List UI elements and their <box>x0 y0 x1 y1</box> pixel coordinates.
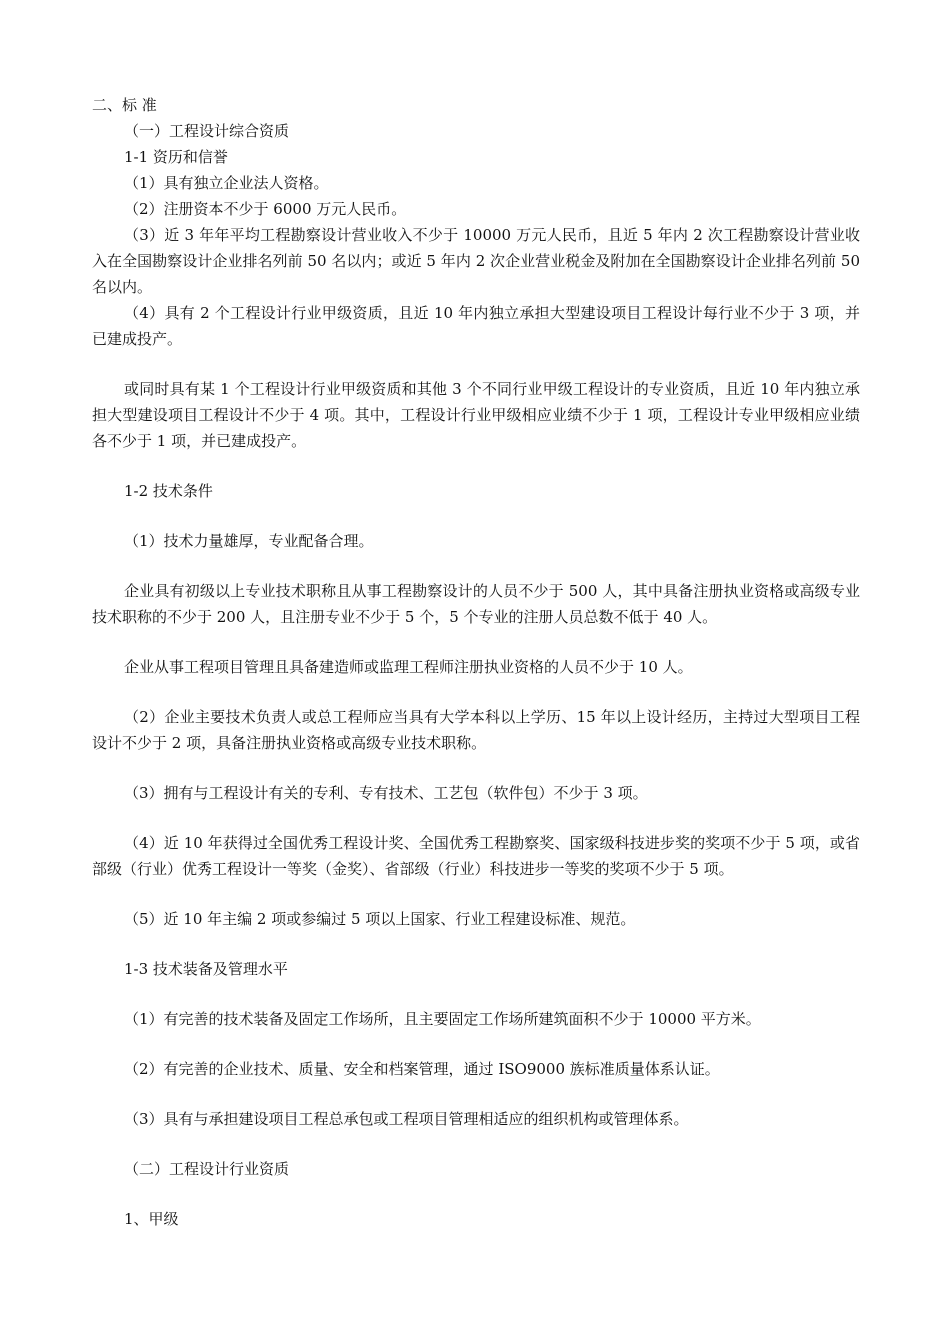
clause-item: （2）企业主要技术负责人或总工程师应当具有大学本科以上学历、15 年以上设计经历，主持过大型项目工程设计不少于 2 项，具备注册执业资格或高级专业技术职称。 <box>92 708 860 752</box>
clause-item: （1）具有独立企业法人资格。 <box>124 174 329 192</box>
paragraph-gap <box>92 982 860 1006</box>
body-paragraph: 企业具有初级以上专业技术职称且从事工程勘察设计的人员不少于 500 人，其中具备注册执业资格或高级专业技术职称的不少于 200 人，且注册专业不少于 5 个，5 个专业的注册人员总数不低于 40 人。 <box>92 582 860 626</box>
paragraph-gap <box>92 454 860 478</box>
clause-heading-1-2: 1-2 技术条件 <box>124 482 213 500</box>
subsection-heading-industry: （二）工程设计行业资质 <box>124 1160 290 1178</box>
body-paragraph: 企业从事工程项目管理且具备建造师或监理工程师注册执业资格的人员不少于 10 人。 <box>124 658 693 676</box>
paragraph-gap <box>92 932 860 956</box>
body-paragraph: 或同时具有某 1 个工程设计行业甲级资质和其他 3 个不同行业甲级工程设计的专业资质，且近 10 年内独立承担大型建设项目工程设计不少于 4 项。其中，工程设计行业甲级相应业绩不少于 1 项，工程设计专业甲级相应业绩各不少于 1 项，并已建成投产。 <box>92 380 860 450</box>
clause-heading-1-1: 1-1 资历和信誉 <box>124 148 228 166</box>
paragraph-gap <box>92 882 860 906</box>
clause-item: （2）有完善的企业技术、质量、安全和档案管理，通过 ISO9000 族标准质量体系认证。 <box>124 1060 720 1078</box>
paragraph-gap <box>92 756 860 780</box>
clause-heading-1-3: 1-3 技术装备及管理水平 <box>124 960 288 978</box>
grade-heading-class-a: 1、甲级 <box>124 1210 179 1228</box>
document-page <box>92 92 860 1232</box>
clause-item: （2）注册资本不少于 6000 万元人民币。 <box>124 200 407 218</box>
paragraph-gap <box>92 1032 860 1056</box>
paragraph-gap <box>92 1082 860 1106</box>
paragraph-gap <box>92 680 860 704</box>
clause-item: （3）近 3 年年平均工程勘察设计营业收入不少于 10000 万元人民币，且近 5 年内 2 次工程勘察设计营业收入在全国勘察设计企业排名列前 50 名以内；或近 5 年内 2 次企业营业税金及附加在全国勘察设计企业排名列前 50 名以内。 <box>92 226 860 296</box>
section-heading-standards: 二、标 准 <box>92 96 157 114</box>
clause-item: （4）近 10 年获得过全国优秀工程设计奖、全国优秀工程勘察奖、国家级科技进步奖的奖项不少于 5 项，或省部级（行业）优秀工程设计一等奖（金奖）、省部级（行业）科技进步一等奖的奖项不少于 5 项。 <box>92 834 860 878</box>
paragraph-gap <box>92 630 860 654</box>
clause-item: （1）技术力量雄厚，专业配备合理。 <box>124 532 374 550</box>
paragraph-gap <box>92 1182 860 1206</box>
paragraph-gap <box>92 1132 860 1156</box>
clause-item: （5）近 10 年主编 2 项或参编过 5 项以上国家、行业工程建设标准、规范。 <box>124 910 636 928</box>
clause-item: （3）具有与承担建设项目工程总承包或工程项目管理相适应的组织机构或管理体系。 <box>124 1110 689 1128</box>
paragraph-gap <box>92 554 860 578</box>
clause-item: （3）拥有与工程设计有关的专利、专有技术、工艺包（软件包）不少于 3 项。 <box>124 784 648 802</box>
paragraph-gap <box>92 352 860 376</box>
subsection-heading-comprehensive: （一）工程设计综合资质 <box>124 122 290 140</box>
paragraph-gap <box>92 504 860 528</box>
paragraph-gap <box>92 806 860 830</box>
clause-item: （4）具有 2 个工程设计行业甲级资质，且近 10 年内独立承担大型建设项目工程设计每行业不少于 3 项，并已建成投产。 <box>92 304 860 348</box>
clause-item: （1）有完善的技术装备及固定工作场所，且主要固定工作场所建筑面积不少于 10000 平方米。 <box>124 1010 761 1028</box>
